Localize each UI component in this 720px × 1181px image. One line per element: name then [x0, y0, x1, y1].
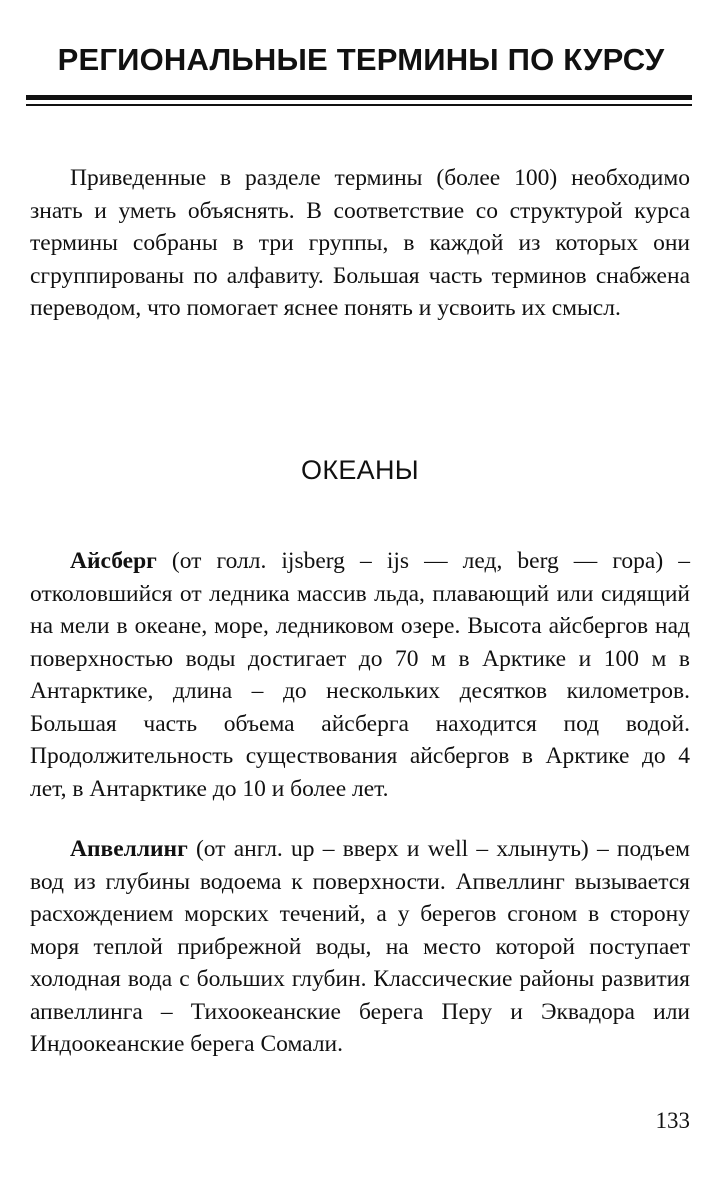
glossary-entry-upwelling — [30, 833, 690, 1061]
entry-term: Айсберг — [70, 548, 157, 574]
entry-term: Апвеллинг — [70, 836, 188, 862]
page-title: РЕГИОНАЛЬНЫЕ ТЕРМИНЫ ПО КУРСУ — [57, 42, 665, 77]
title-rule-thick — [26, 95, 692, 100]
title-rule-thin — [26, 104, 692, 106]
intro-paragraph: Приведенные в разделе термины (более 100) необходимо знать и уметь объяснять. В соответствие со структурой курса термины собраны в три группы, в каждой из которых они сгруппированы по алфавиту. Большая часть терминов снабжена переводом, что помогает яснее понять и усвоить их смысл. — [30, 165, 690, 321]
entry-definition: (от англ. up – вверх и well – хлынуть) – подъем вод из глубины водоема к поверхности. Апвеллинг вызывается расхождением морских течений, а у берегов сгоном в сторону моря теплой прибрежной воды, на место которой поступает холодная вода с больших глубин. Классические районы развития апвеллинга – Тихоокеанские берега Перу и Эквадора или Индоокеанские берега Сомали. — [30, 836, 690, 1057]
glossary-entry-iceberg — [30, 545, 690, 805]
page-number: 133 — [655, 1108, 690, 1133]
section-heading: ОКЕАНЫ — [301, 455, 419, 485]
entry-definition: (от голл. ijsberg – ijs — лед, berg — гора) – отколовшийся от ледника массив льда, плавающий или сидящий на мели в океане, море, ледниковом озере. Высота айсбергов над поверхностью воды достигает до 70 м в Арктике и 100 м в Антарктике, длина – до нескольких десятков километров. Большая часть объема айсберга находится под водой. Продолжительность существования айсбергов в Арктике до 4 лет, в Антарктике до 10 и более лет. — [30, 548, 690, 802]
